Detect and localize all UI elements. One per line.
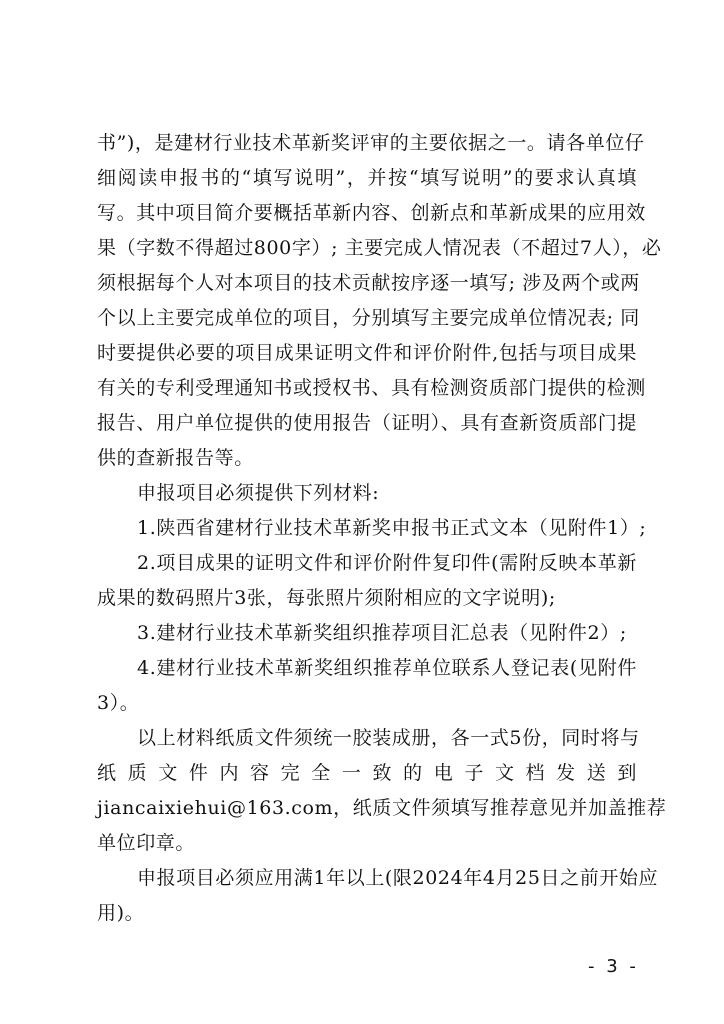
email-line: jiancaixiehui@163.com，纸质文件须填写推荐意见并加盖推荐: [97, 797, 667, 819]
paragraph-line: 申报项目必须应用满1年以上(限2024年4月25日之前开始应: [137, 867, 659, 889]
paragraph-line: 书”)，是建材行业技术革新奖评审的主要依据之一。请各单位仔: [97, 132, 645, 154]
list-item-2-continued: 成果的数码照片3张，每张照片须附相应的文字说明);: [97, 587, 556, 609]
list-item-3: 3.建材行业技术革新奖组织推荐项目汇总表（见附件2）;: [137, 622, 627, 644]
paragraph-line: 以上材料纸质文件须统一胶装成册，各一式5份，同时将与: [137, 727, 640, 749]
paragraph-line: 单位印章。: [97, 832, 196, 854]
paragraph-line: 写。其中项目简介要概括革新内容、创新点和革新成果的应用效: [97, 202, 646, 224]
list-item-4: 4.建材行业技术革新奖组织推荐单位联系人登记表(见附件: [137, 657, 637, 679]
paragraph-line: 供的查新报告等。: [97, 447, 254, 469]
paragraph-line: 纸 质 文 件 内 容 完 全 一 致 的 电 子 文 档 发 送 到: [97, 762, 637, 784]
list-item-1: 1.陕西省建材行业技术革新奖申报书正式文本（见附件1）;: [137, 517, 647, 539]
paragraph-line: 须根据每个人对本项目的技术贡献按序逐一填写; 涉及两个或两: [97, 272, 640, 294]
list-item-2: 2.项目成果的证明文件和评价附件复印件(需附反映本革新: [137, 552, 637, 574]
page-number: - 3 -: [588, 956, 639, 977]
list-item-4-continued: 3）。: [97, 692, 140, 714]
paragraph-line: 报告、用户单位提供的使用报告（证明）、具有查新资质部门提: [97, 412, 637, 434]
paragraph-line: 有关的专利受理通知书或授权书、具有检测资质部门提供的检测: [97, 377, 646, 399]
paragraph-line: 时要提供必要的项目成果证明文件和评价附件,包括与项目成果: [97, 342, 637, 364]
paragraph-line: 果（字数不得超过800字）; 主要完成人情况表（不超过7人），必: [97, 237, 662, 259]
paragraph-line: 个以上主要完成单位的项目，分别填写主要完成单位情况表; 同: [97, 307, 640, 329]
section-heading: 申报项目必须提供下列材料:: [137, 482, 380, 504]
paragraph-line: 用)。: [97, 902, 145, 924]
paragraph-line: 细阅读申报书的“填写说明”，并按“填写说明”的要求认真填: [97, 167, 637, 189]
